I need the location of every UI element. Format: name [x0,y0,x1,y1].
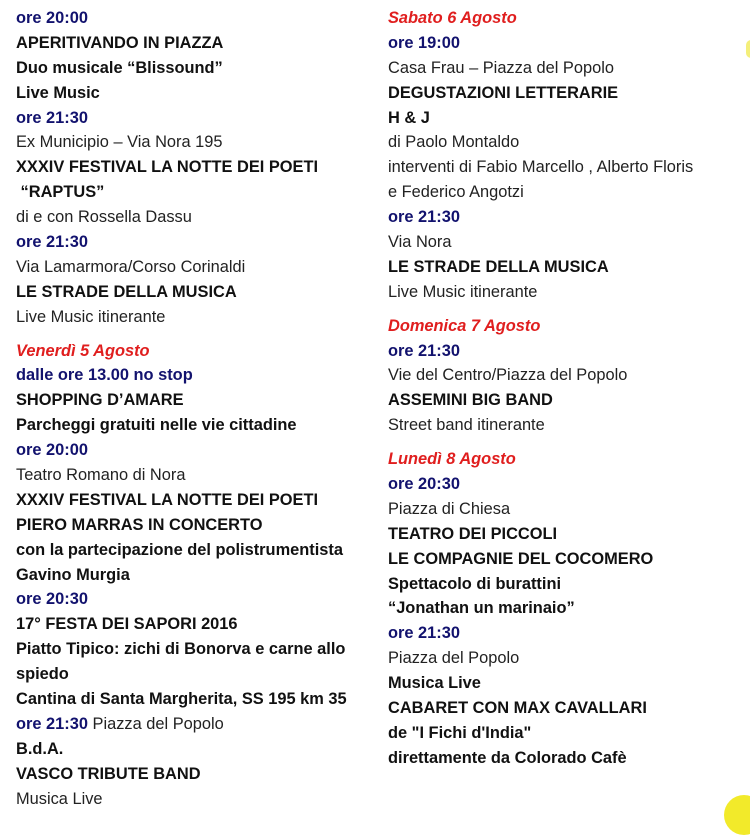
event-time: ore 21:30 [16,108,88,127]
event-detail: Piazza del Popolo [388,649,520,668]
event-time: ore 20:30 [388,475,460,494]
event-time: ore 20:00 [16,441,88,460]
event-title: DEGUSTAZIONI LETTERARIE [388,83,619,102]
event-detail: Casa Frau – Piazza del Popolo [388,58,614,77]
event-time: ore 21:30 [388,208,460,227]
event-time: ore 19:00 [388,33,460,52]
event-time: ore 20:00 [16,9,88,27]
event-title: APERITIVANDO IN PIAZZA [16,33,224,52]
event-title: “Jonathan un marinaio” [388,599,575,618]
corner-decoration [724,795,750,835]
event-title: PIERO MARRAS IN CONCERTO [16,515,263,534]
event-time: dalle ore 13.00 no stop [16,366,193,385]
event-time: ore 21:30 [16,714,88,733]
event-detail: Piazza di Chiesa [388,499,511,518]
day-heading: Domenica 7 Agosto [388,316,541,335]
event-location: Piazza del Popolo [87,714,224,733]
event-title: ASSEMINI BIG BAND [388,391,553,410]
event-detail: Street band itinerante [388,416,545,435]
schedule-left-column [16,6,378,812]
event-title: VASCO TRIBUTE BAND [16,764,201,783]
event-time: ore 20:30 [16,590,88,609]
event-title: H & J [388,108,430,127]
event-title: spiedo [16,665,69,684]
event-title: XXXIV FESTIVAL LA NOTTE DEI POETI [16,158,319,177]
day-heading: Sabato 6 Agosto [388,9,517,27]
event-title: de "I Fichi d'India" [388,723,532,742]
event-title: Parcheggi gratuiti nelle vie cittadine [16,416,297,435]
event-detail: Live Music itinerante [16,307,166,326]
event-title: SHOPPING D’AMARE [16,391,184,410]
event-detail: Via Nora [388,233,452,252]
event-title: B.d.A. [16,739,64,758]
event-detail: Vie del Centro/Piazza del Popolo [388,366,628,385]
event-time: ore 21:30 [388,624,460,643]
event-title: LE STRADE DELLA MUSICA [16,282,237,301]
event-time-location [16,712,378,737]
day-heading: Lunedì 8 Agosto [388,450,516,469]
event-title: LE STRADE DELLA MUSICA [388,257,609,276]
event-title: direttamente da Colorado Cafè [388,748,627,767]
event-detail: di Paolo Montaldo [388,133,520,152]
day-heading: Venerdì 5 Agosto [16,341,150,360]
event-title: TEATRO DEI PICCOLI [388,524,558,543]
event-title: CABARET CON MAX CAVALLARI [388,699,647,718]
event-title: Cantina di Santa Margherita, SS 195 km 35 [16,690,347,709]
event-detail: Via Lamarmora/Corso Corinaldi [16,257,246,276]
event-detail: Teatro Romano di Nora [16,466,186,485]
event-time: ore 21:30 [388,341,460,360]
event-time: ore 21:30 [16,233,88,252]
event-title: 17° FESTA DEI SAPORI 2016 [16,615,238,634]
event-detail: interventi di Fabio Marcello , Alberto Floris [388,158,694,177]
schedule-right-column [388,6,738,771]
event-detail: Ex Municipio – Via Nora 195 [16,133,223,152]
event-detail: Musica Live [16,789,103,808]
event-title: LE COMPAGNIE DEL COCOMERO [388,549,654,568]
event-title: Duo musicale “Blissound” [16,58,223,77]
event-detail: Live Music itinerante [388,282,538,301]
event-detail: e Federico Angotzi [388,183,524,202]
event-title: con la partecipazione del polistrumentista [16,540,343,559]
edge-decoration [746,40,750,58]
event-title: “RAPTUS” [16,183,105,202]
event-detail: di e con Rossella Dassu [16,208,192,227]
event-title: Live Music [16,83,100,102]
event-title: Spettacolo di burattini [388,574,562,593]
event-title: Gavino Murgia [16,565,130,584]
event-title: Musica Live [388,674,481,693]
event-title: XXXIV FESTIVAL LA NOTTE DEI POETI [16,490,319,509]
event-title: Piatto Tipico: zichi di Bonorva e carne allo [16,640,346,659]
